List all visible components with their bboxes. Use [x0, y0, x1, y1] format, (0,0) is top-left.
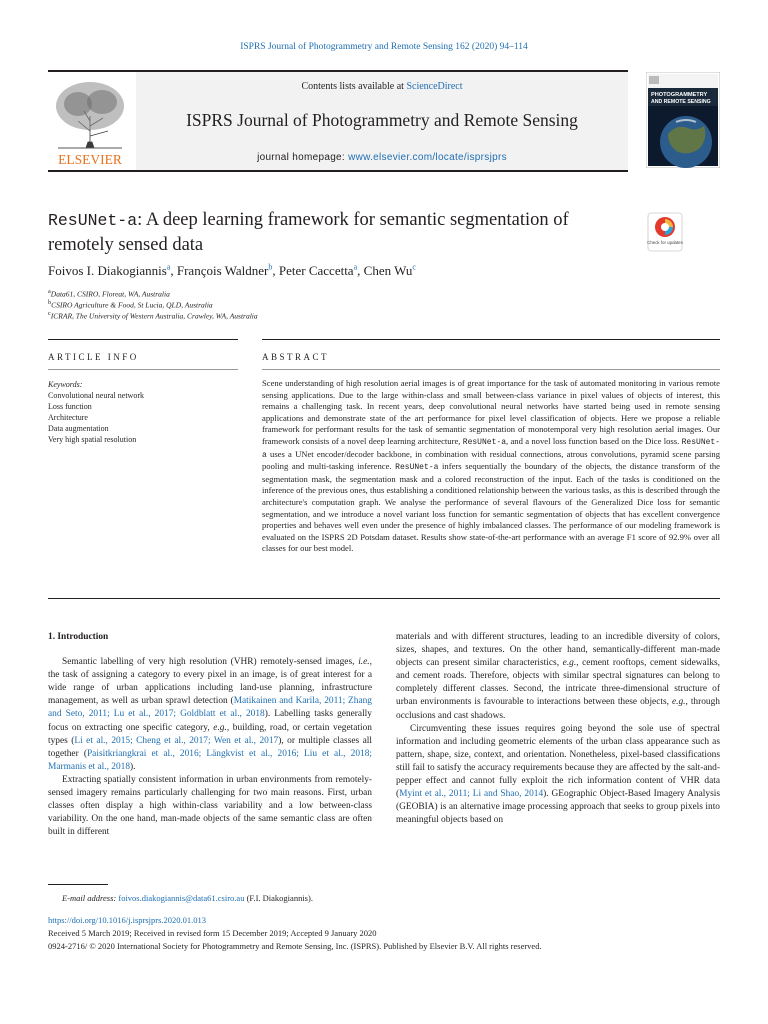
abstract-segment: , and a novel loss function based on the Dice loss. [506, 435, 682, 446]
affiliation-mark: c [48, 310, 51, 317]
author[interactable] [364, 263, 416, 278]
body-paragraph: Extracting spatially consistent information in urban environments from remotely-sensed imagery remains particularly challenging for two main reasons. First, urban classes often display a high within-class variability and a low between-class variability. On the one hand, man-made objects of the same semantic class are often built in different [48, 774, 372, 838]
footnote [62, 893, 313, 903]
elsevier-logo [48, 76, 132, 168]
article-info-heading: ARTICLE INFO [48, 352, 139, 362]
affiliation-b [48, 299, 213, 310]
keyword: Convolutional neural network [48, 391, 144, 400]
abstract-rule [262, 339, 720, 340]
text-italic: e.g. [671, 697, 686, 708]
cover-title-line1: PHOTOGRAMMETRY [651, 92, 708, 98]
text-segment: Circumventing these issues requires going beyond the sole use of spectral information and including geometric elements of the urban class appearance such as pattern, shape, size, context, and orientation. Nonetheless, pixel-based classifications still fail to satisfy the accuracy requirements because they are affected by the salt-and-pepper effect and cannot fully exploit the rich information content of VHR data ( [396, 723, 720, 800]
keyword: Architecture [48, 413, 88, 422]
abstract-heading: ABSTRACT [262, 352, 330, 362]
section-heading: 1. Introduction [48, 632, 109, 642]
affiliation-mark: a [48, 288, 51, 295]
received-dates: Received 5 March 2019; Received in revised form 15 December 2019; Accepted 9 January 2020 [48, 928, 377, 938]
affiliation-text: Data61, CSIRO, Floreat, WA, Australia [50, 289, 170, 299]
author-separator: , [357, 263, 364, 279]
article-info-subrule [48, 369, 238, 370]
abstract-method-name: ResUNet-a [462, 437, 506, 447]
keywords-label: Keywords: [48, 380, 83, 389]
author-name[interactable]: Foivos I. Diakogiannis [48, 263, 167, 279]
footnote-rule [48, 884, 108, 885]
text-segment: ), or multiple classes all together ( [48, 735, 373, 759]
article-title [48, 208, 628, 257]
body-left-column [48, 631, 372, 839]
text-segment: , the task of assigning a category to every pixel in an image, is of great interest for a wide range of urban applications including land-use planning, infrastructure management, as well as urban sprawl detection ( [48, 657, 372, 707]
abstract-method-name: ResUNet-a [395, 463, 439, 473]
text-segment: , cement rooftops, cement sidewalks, and cement roads. Therefore, objects with similar spectral signatures can belong to completely different classes. Second, the intricate three-dimensional structure of urban environments is favourable to interactions between these objects, [396, 658, 720, 708]
keyword: Loss function [48, 402, 92, 411]
check-for-updates-badge[interactable] [647, 212, 683, 252]
journal-header-center [136, 72, 628, 170]
citation-link[interactable]: Matikainen and Karila, 2011; Zhang and Seto, 2011; Lu et al., 2017; Goldblatt et al., 2018 [48, 696, 372, 720]
keyword: Very high spatial resolution [48, 435, 137, 444]
affiliation-marker[interactable]: a [353, 263, 358, 272]
citation-link[interactable]: Myint et al., 2011; Li and Shao, 2014 [399, 789, 544, 800]
text-italic: e.g. [213, 722, 227, 733]
contents-prefix: Contents lists available at [301, 81, 407, 92]
author[interactable] [177, 263, 279, 278]
cover-title-line2: AND REMOTE SENSING [651, 99, 711, 105]
journal-header [48, 70, 628, 172]
affiliation-c [48, 310, 258, 321]
body-right-column [396, 631, 720, 827]
author-separator: , [272, 263, 279, 279]
elsevier-wordmark: ELSEVIER [58, 152, 122, 167]
citation-link[interactable]: Paisitkriangkrai et al., 2016; Längkvist et al., 2016; Liu et al., 2018; Marmanis et al., 2018 [48, 748, 372, 772]
journal-cover[interactable] [646, 72, 720, 168]
abstract-text [262, 378, 720, 555]
check-updates-label: Check for updates [647, 240, 683, 245]
check-updates-icon [647, 212, 683, 252]
author-separator: , [170, 263, 177, 279]
title-method-name: ResUNet-a [48, 211, 138, 230]
author-name[interactable]: François Waldner [176, 263, 269, 279]
body-paragraph [48, 656, 372, 774]
text-segment: ). GEographic Object-Based Imagery Analysis (GEOBIA) is an alternative image processing approach that seeks to group pixels into meaningful objects based on [396, 789, 720, 826]
abstract-bottom-rule [48, 598, 720, 599]
sciencedirect-link[interactable]: ScienceDirect [406, 81, 463, 92]
text-segment: , building, road, or certain vegetation types ( [48, 722, 372, 746]
doi-link[interactable]: https://doi.org/10.1016/j.isprsjprs.2020.01.013 [48, 915, 207, 925]
copyright-notice: 0924-2716/ © 2020 International Society for Photogrammetry and Remote Sensing, Inc. (ISPRS). Published by Elsevier B.V. All rights reserved. [48, 941, 542, 951]
author-name[interactable]: Peter Caccetta [278, 263, 354, 279]
body-paragraph [396, 631, 720, 723]
citation-link[interactable]: Li et al., 2015; Cheng et al., 2017; Wen et al., 2017 [74, 735, 279, 746]
abstract-segment: infers sequentially the boundary of the objects, the distance transform of the segmentation mask, the segmentation mask and a colored reconstruction of the input. Each of the tasks is conditioned on the inference of the previous ones, thus establishing a conditioned relationship between the various tasks, as this is described through the architecture's computation graph. We analyse the performance of several flavours of the Generalized Dice loss for semantic segmentation, and we introduce a novel variant loss function for semantic segmentation of objects that has excellent convergence properties and behaves well even under the presence of highly imbalanced classes. The performance of our modeling framework is evaluated on the ISPRS 2D Potsdam dataset. Results show state-of-the-art performance with an average F1 score of 92.9% over all classes for our best model. [262, 461, 720, 554]
body-paragraph [396, 723, 720, 828]
email-link[interactable]: foivos.diakogiannis@data61.csiro.au [118, 893, 245, 903]
abstract-method-name: ResUNet-a [262, 437, 721, 460]
text-segment: Semantic labelling of very high resolution (VHR) remotely-sensed images, [62, 657, 359, 668]
journal-title: ISPRS Journal of Photogrammetry and Remote Sensing [186, 110, 578, 130]
text-segment: , through occlusions and cast shadows. [396, 697, 720, 721]
footnote-suffix: (F.I. Diakogiannis). [244, 893, 313, 903]
abstract-segment: Scene understanding of high resolution aerial images is of great importance for the task of automated monitoring in various remote sensing applications. Due to the large within-class and small between-class variance in pixel values of objects of interest, this remains a challenging task. In recent years, deep convolutional neural networks have started being used in remote sensing applications and demonstrate state of the art performance for pixel level classification of objects. Here we propose a reliable framework for performant results for the task of semantic segmentation of monotemporal very high resolution aerial images. Our framework consists of a novel deep learning architecture, [262, 378, 720, 446]
author[interactable] [279, 263, 364, 278]
affiliation-marker[interactable]: c [412, 263, 416, 272]
affiliation-text: CSIRO Agriculture & Food, St Lucia, QLD, Australia [51, 300, 213, 310]
affiliation-marker[interactable]: b [268, 263, 273, 272]
affiliation-a [48, 288, 170, 299]
affiliation-text: ICRAR, The University of Western Australia, Crawley, WA, Australia [50, 311, 258, 321]
author-name[interactable]: Chen Wu [363, 263, 413, 279]
contents-line [136, 81, 628, 92]
title-text: : A deep learning framework for semantic segmentation of remotely sensed data [48, 210, 569, 255]
affiliation-marker[interactable]: a [166, 263, 171, 272]
article-info-rule [48, 339, 238, 340]
homepage-prefix: journal homepage: [257, 152, 349, 163]
abstract-subrule [262, 369, 720, 370]
text-segment: materials and with different structures, leading to an incredible diversity of colors, sizes, shapes, and textures. On the other hand, semantically-different man-made objects can present similar characteristics, [396, 632, 720, 669]
keyword: Data augmentation [48, 424, 109, 433]
abstract-segment: uses a UNet encoder/decoder backbone, in combination with residual connections, atrous convolutions, pyramid scene parsing pooling and multi-tasking inference. [262, 448, 720, 472]
text-segment: ). Labelling tasks generally focus on extracting one specific category, [48, 709, 372, 733]
journal-citation[interactable]: ISPRS Journal of Photogrammetry and Remote Sensing 162 (2020) 94–114 [240, 42, 528, 52]
text-segment: ). [130, 761, 136, 772]
text-italic: i.e. [358, 657, 370, 668]
affiliation-mark: b [48, 299, 52, 306]
keywords-block [48, 379, 228, 445]
author[interactable] [48, 263, 177, 278]
author-list [48, 263, 648, 279]
text-italic: e.g. [562, 658, 577, 669]
homepage-link[interactable]: www.elsevier.com/locate/isprsjprs [348, 152, 507, 163]
footnote-label: E-mail address: [62, 893, 119, 903]
homepage-line [136, 152, 628, 163]
